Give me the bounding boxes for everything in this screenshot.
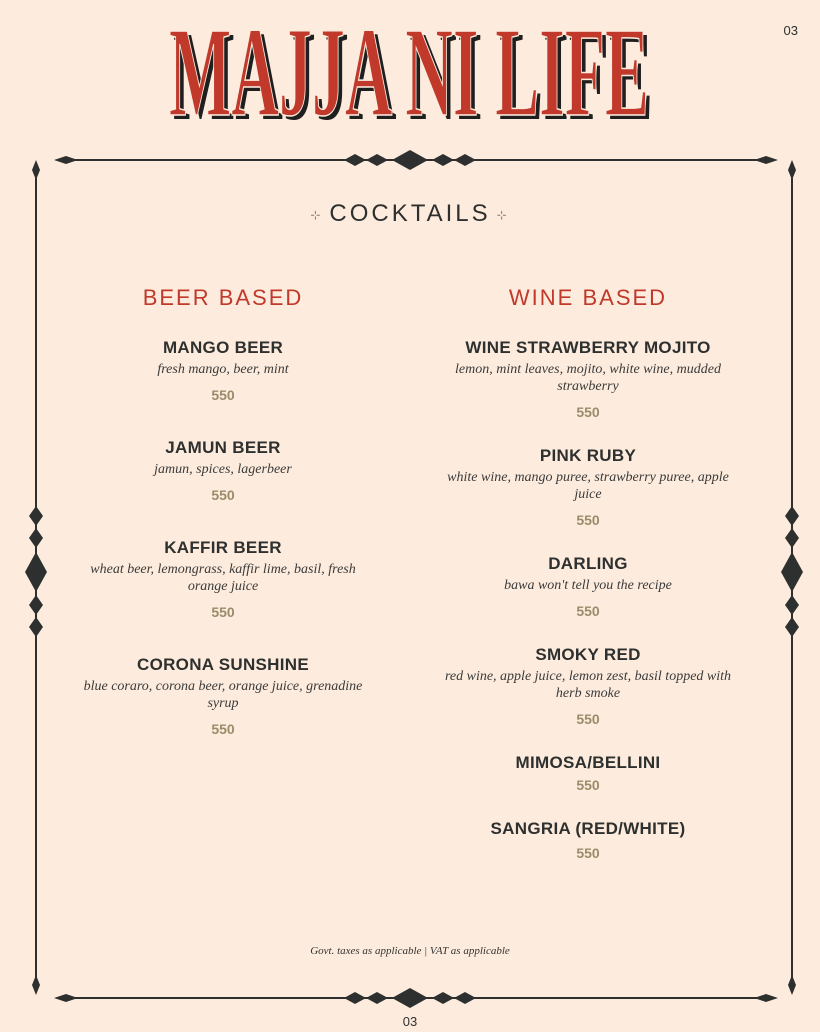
- section-title-text: COCKTAILS: [329, 200, 491, 227]
- item-name: DARLING: [548, 554, 628, 573]
- logo-text: MAJJA NI LIFE: [169, 8, 649, 132]
- menu-item: [444, 337, 732, 421]
- logo-shadow: MAJJA NI LIFE: [173, 8, 653, 132]
- item-name: MANGO BEER: [162, 338, 284, 357]
- menu-item: [80, 337, 366, 404]
- item-name: JAMUN BEER: [165, 438, 281, 457]
- item-name: PINK RUBY: [539, 446, 637, 465]
- item-description: white wine, mango puree, strawberry puree, apple juice: [447, 470, 729, 502]
- menu-item: [80, 654, 366, 738]
- page-number-top: 03: [783, 23, 798, 38]
- item-price: 550: [211, 604, 235, 620]
- item-price: 550: [576, 777, 600, 793]
- category-heading: WINE BASED: [508, 285, 668, 310]
- ornament-left-icon: ⊹: [310, 207, 324, 222]
- item-price: 550: [576, 603, 600, 619]
- item-name: KAFFIR BEER: [164, 538, 282, 557]
- item-description: red wine, apple juice, lemon zest, basil topped with herb smoke: [444, 669, 732, 701]
- item-description: jamun, spices, lagerbeer: [154, 462, 292, 477]
- item-price: 550: [211, 721, 235, 737]
- category-heading: BEER BASED: [142, 285, 304, 310]
- menu-item: [444, 644, 732, 728]
- menu-item: [444, 818, 732, 862]
- item-description: fresh mango, beer, mint: [157, 362, 289, 377]
- item-description: bawa won't tell you the recipe: [504, 578, 672, 593]
- item-description: blue coraro, corona beer, orange juice, grenadine syrup: [83, 679, 363, 711]
- item-price: 550: [576, 845, 600, 861]
- item-price: 550: [576, 711, 600, 727]
- item-description: wheat beer, lemongrass, kaffir lime, basil, fresh orange juice: [90, 562, 356, 594]
- menu-item: [444, 752, 732, 794]
- menu-item: [444, 553, 732, 620]
- item-price: 550: [576, 404, 600, 420]
- menu-item: [444, 445, 732, 529]
- menu-item: [80, 537, 366, 621]
- item-price: 550: [211, 487, 235, 503]
- section-title: [0, 200, 820, 228]
- item-name: MIMOSA/BELLINI: [515, 753, 661, 772]
- tax-note: Govt. taxes as applicable | VAT as applicable: [310, 945, 510, 957]
- page-number-bottom: 03: [402, 1014, 418, 1029]
- item-price: 550: [211, 387, 235, 403]
- menu-column-wine: [444, 284, 732, 895]
- menu-item: [80, 437, 366, 504]
- item-name: SANGRIA (RED/WHITE): [490, 819, 686, 838]
- item-price: 550: [576, 512, 600, 528]
- item-name: CORONA SUNSHINE: [137, 655, 309, 674]
- ornament-right-icon: ⊹: [496, 207, 510, 222]
- item-name: SMOKY RED: [535, 645, 641, 664]
- item-name: WINE STRAWBERRY MOJITO: [465, 338, 711, 357]
- item-description: lemon, mint leaves, mojito, white wine, mudded strawberry: [455, 362, 721, 394]
- menu-column-beer: [80, 284, 366, 771]
